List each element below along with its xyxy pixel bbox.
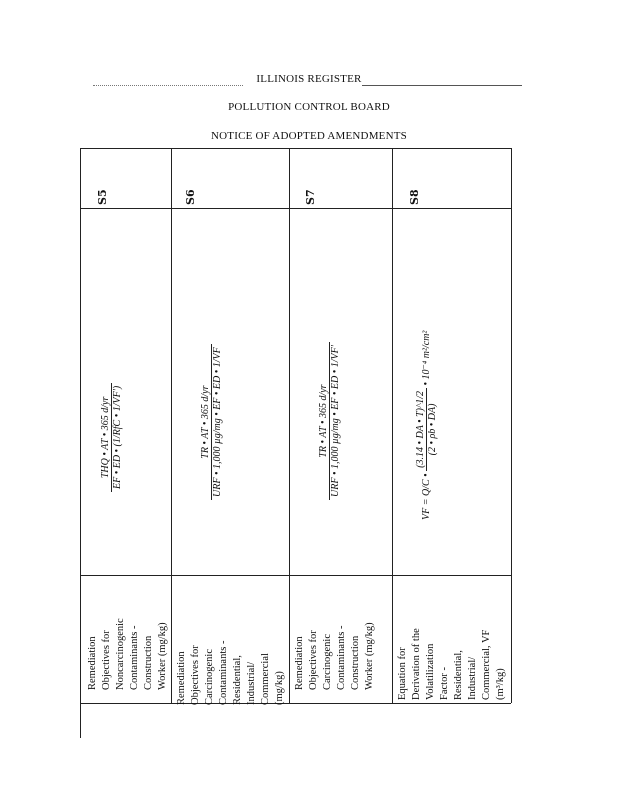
row-description-s6: Remediation Objectives for Carcinogenic Contaminants - Residential, Industrial/ Commercial (mg/kg) bbox=[176, 640, 285, 705]
equation-s6: TR • AT • 365 d/yr URF • 1,000 µg/mg • EF • ED • 1/VF bbox=[200, 344, 223, 500]
notice-header: NOTICE OF ADOPTED AMENDMENTS bbox=[211, 130, 407, 142]
table-top-border bbox=[80, 148, 511, 149]
equation-s8: VF = Q/C • (3.14 • DA • T)^1/2 (2 • ρb • DA) • 10⁻⁴ m²/cm² bbox=[415, 330, 438, 520]
row-divider-3 bbox=[392, 148, 393, 703]
row-divider-2 bbox=[289, 148, 290, 703]
header-rule bbox=[362, 85, 522, 86]
board-header: POLLUTION CONTROL BOARD bbox=[228, 101, 390, 113]
register-header: ILLINOIS REGISTER bbox=[256, 73, 362, 85]
row-divider-1 bbox=[171, 148, 172, 703]
description-column-divider bbox=[80, 575, 511, 576]
row-id-s5: S5 bbox=[96, 189, 109, 205]
row-id-s6: S6 bbox=[184, 189, 197, 205]
row-description-s5: Remediation Objectives for Noncarcinogenic Contaminants - Construction Worker (mg/kg) bbox=[87, 618, 168, 690]
equation-s5: THQ • AT • 365 d/yr EF • ED • (1/RfC • 1/VF′) bbox=[100, 383, 123, 492]
table-bottom-border bbox=[80, 703, 511, 704]
row-id-s8: S8 bbox=[408, 189, 421, 205]
row-description-s7: Remediation Objectives for Carcinogenic Contaminants - Construction Worker (mg/kg) bbox=[294, 622, 375, 690]
equation-s7: TR • AT • 365 d/yr URF • 1,000 µg/mg • EF • ED • 1/VF′ bbox=[318, 342, 341, 500]
row-description-s8: Equation for Derivation of the Volatilization Factor - Residential, Industrial/ Commercial, VF (m³/kg) bbox=[397, 628, 506, 700]
table-left-border bbox=[80, 148, 81, 738]
table-right-border bbox=[511, 148, 512, 703]
header-dotted-rule bbox=[93, 85, 243, 86]
row-id-s7: S7 bbox=[304, 189, 317, 205]
id-column-divider bbox=[80, 208, 511, 209]
